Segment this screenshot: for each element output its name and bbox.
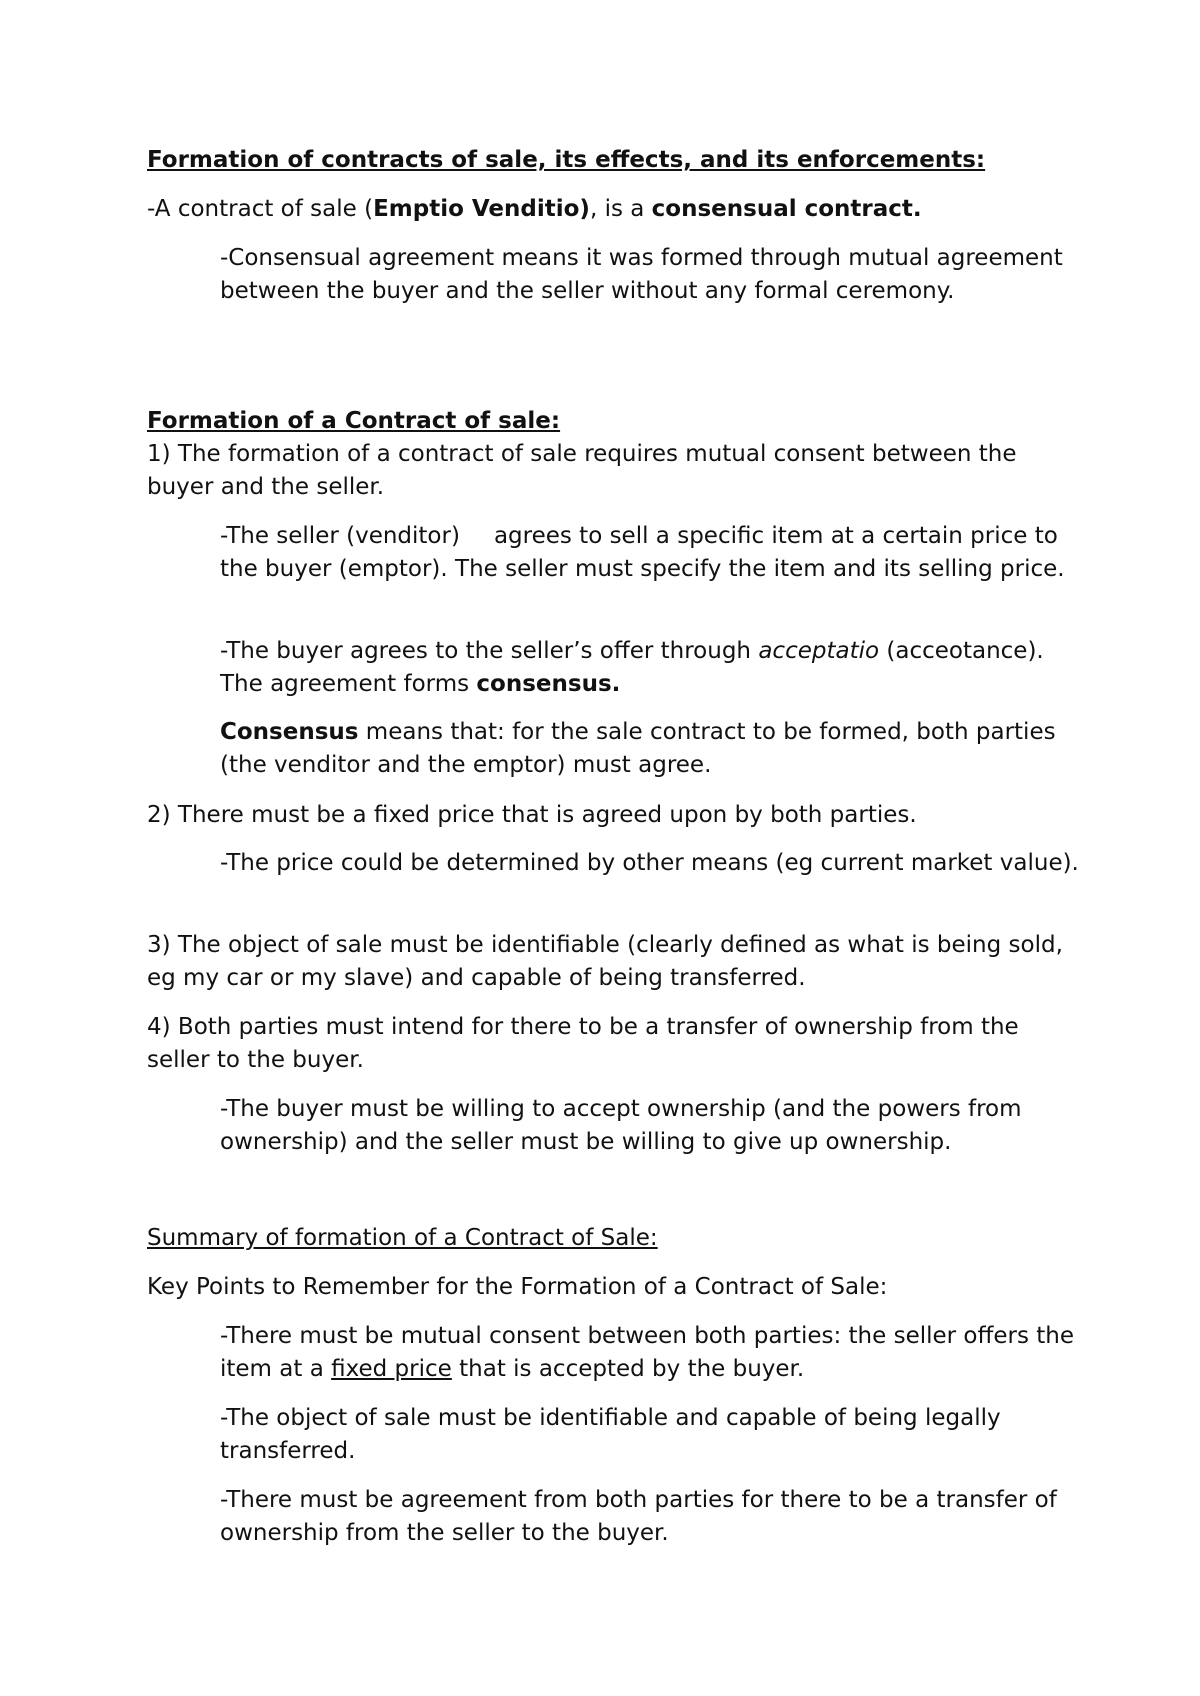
note-seller [220,520,1080,586]
term-emptio-venditio: Emptio Venditio) [373,196,590,222]
text-bullet1-post: that is accepted by the buyer. [451,1356,805,1382]
term-consensual-contract: consensual contract. [651,196,922,222]
note-buyer [220,635,1080,701]
summary-intro: Key Points to Remember for the Formation of a Contract of Sale: [147,1274,888,1300]
summary-bullet-2: -The object of sale must be identifiable and capable of being legally transferred. [220,1405,1001,1464]
term-acceptatio: acceptatio [758,638,880,664]
note-consensus [220,716,1080,782]
point-3: 3) The object of sale must be identifiable (clearly defined as what is being sold, eg my car or my slave) and capable of being transferred. [147,932,1063,991]
summary-bullet-1 [220,1320,1080,1386]
note-price: -The price could be determined by other means (eg current market value). [220,850,1079,876]
text-buyer-pre: -The buyer agrees to the seller’s offer through [220,638,759,664]
note-consensual-agreement: -Consensual agreement means it was formed through mutual agreement between the buyer and the seller without any formal ceremony. [220,245,1063,304]
summary-bullet-3: -There must be agreement from both parties for there to be a transfer of ownership from the seller to the buyer. [220,1487,1057,1546]
text-mid: , is a [589,196,652,222]
term-fixed-price: fixed price [331,1356,452,1382]
text-consensus-rest: means that: for the sale contract to be formed, both parties (the venditor and the emptor) must agree. [220,719,1056,778]
term-consensus-bold: Consensus [220,719,359,745]
point-4: 4) Both parties must intend for there to be a transfer of ownership from the seller to the buyer. [147,1014,1019,1073]
text-seller-post: agrees to sell a specific item at a certain price to the buyer (emptor). The seller must specify the item and its selling price. [220,523,1065,582]
paragraph-contract-of-sale [147,193,1082,226]
term-consensus: consensus. [476,671,621,697]
text-bullet1-pre: -There must be mutual consent between both parties: the seller offers the item at a [220,1323,1074,1382]
text-buyer-mid: (acceotance). The agreement forms [220,638,1044,697]
note-ownership: -The buyer must be willing to accept ownership (and the powers from ownership) and the seller must be willing to give up ownership. [220,1096,1022,1155]
text-pre: -A contract of sale ( [147,196,374,222]
point-1: 1) The formation of a contract of sale requires mutual consent between the buyer and the seller. [147,441,1017,500]
section-heading-summary: Summary of formation of a Contract of Sale: [147,1225,658,1251]
section-heading-formation-effects: Formation of contracts of sale, its effects, and its enforcements: [147,147,986,173]
section-heading-formation: Formation of a Contract of sale: [147,408,561,434]
text-seller-pre: -The seller (venditor) [220,523,460,549]
point-2: 2) There must be a fixed price that is agreed upon by both parties. [147,802,917,828]
